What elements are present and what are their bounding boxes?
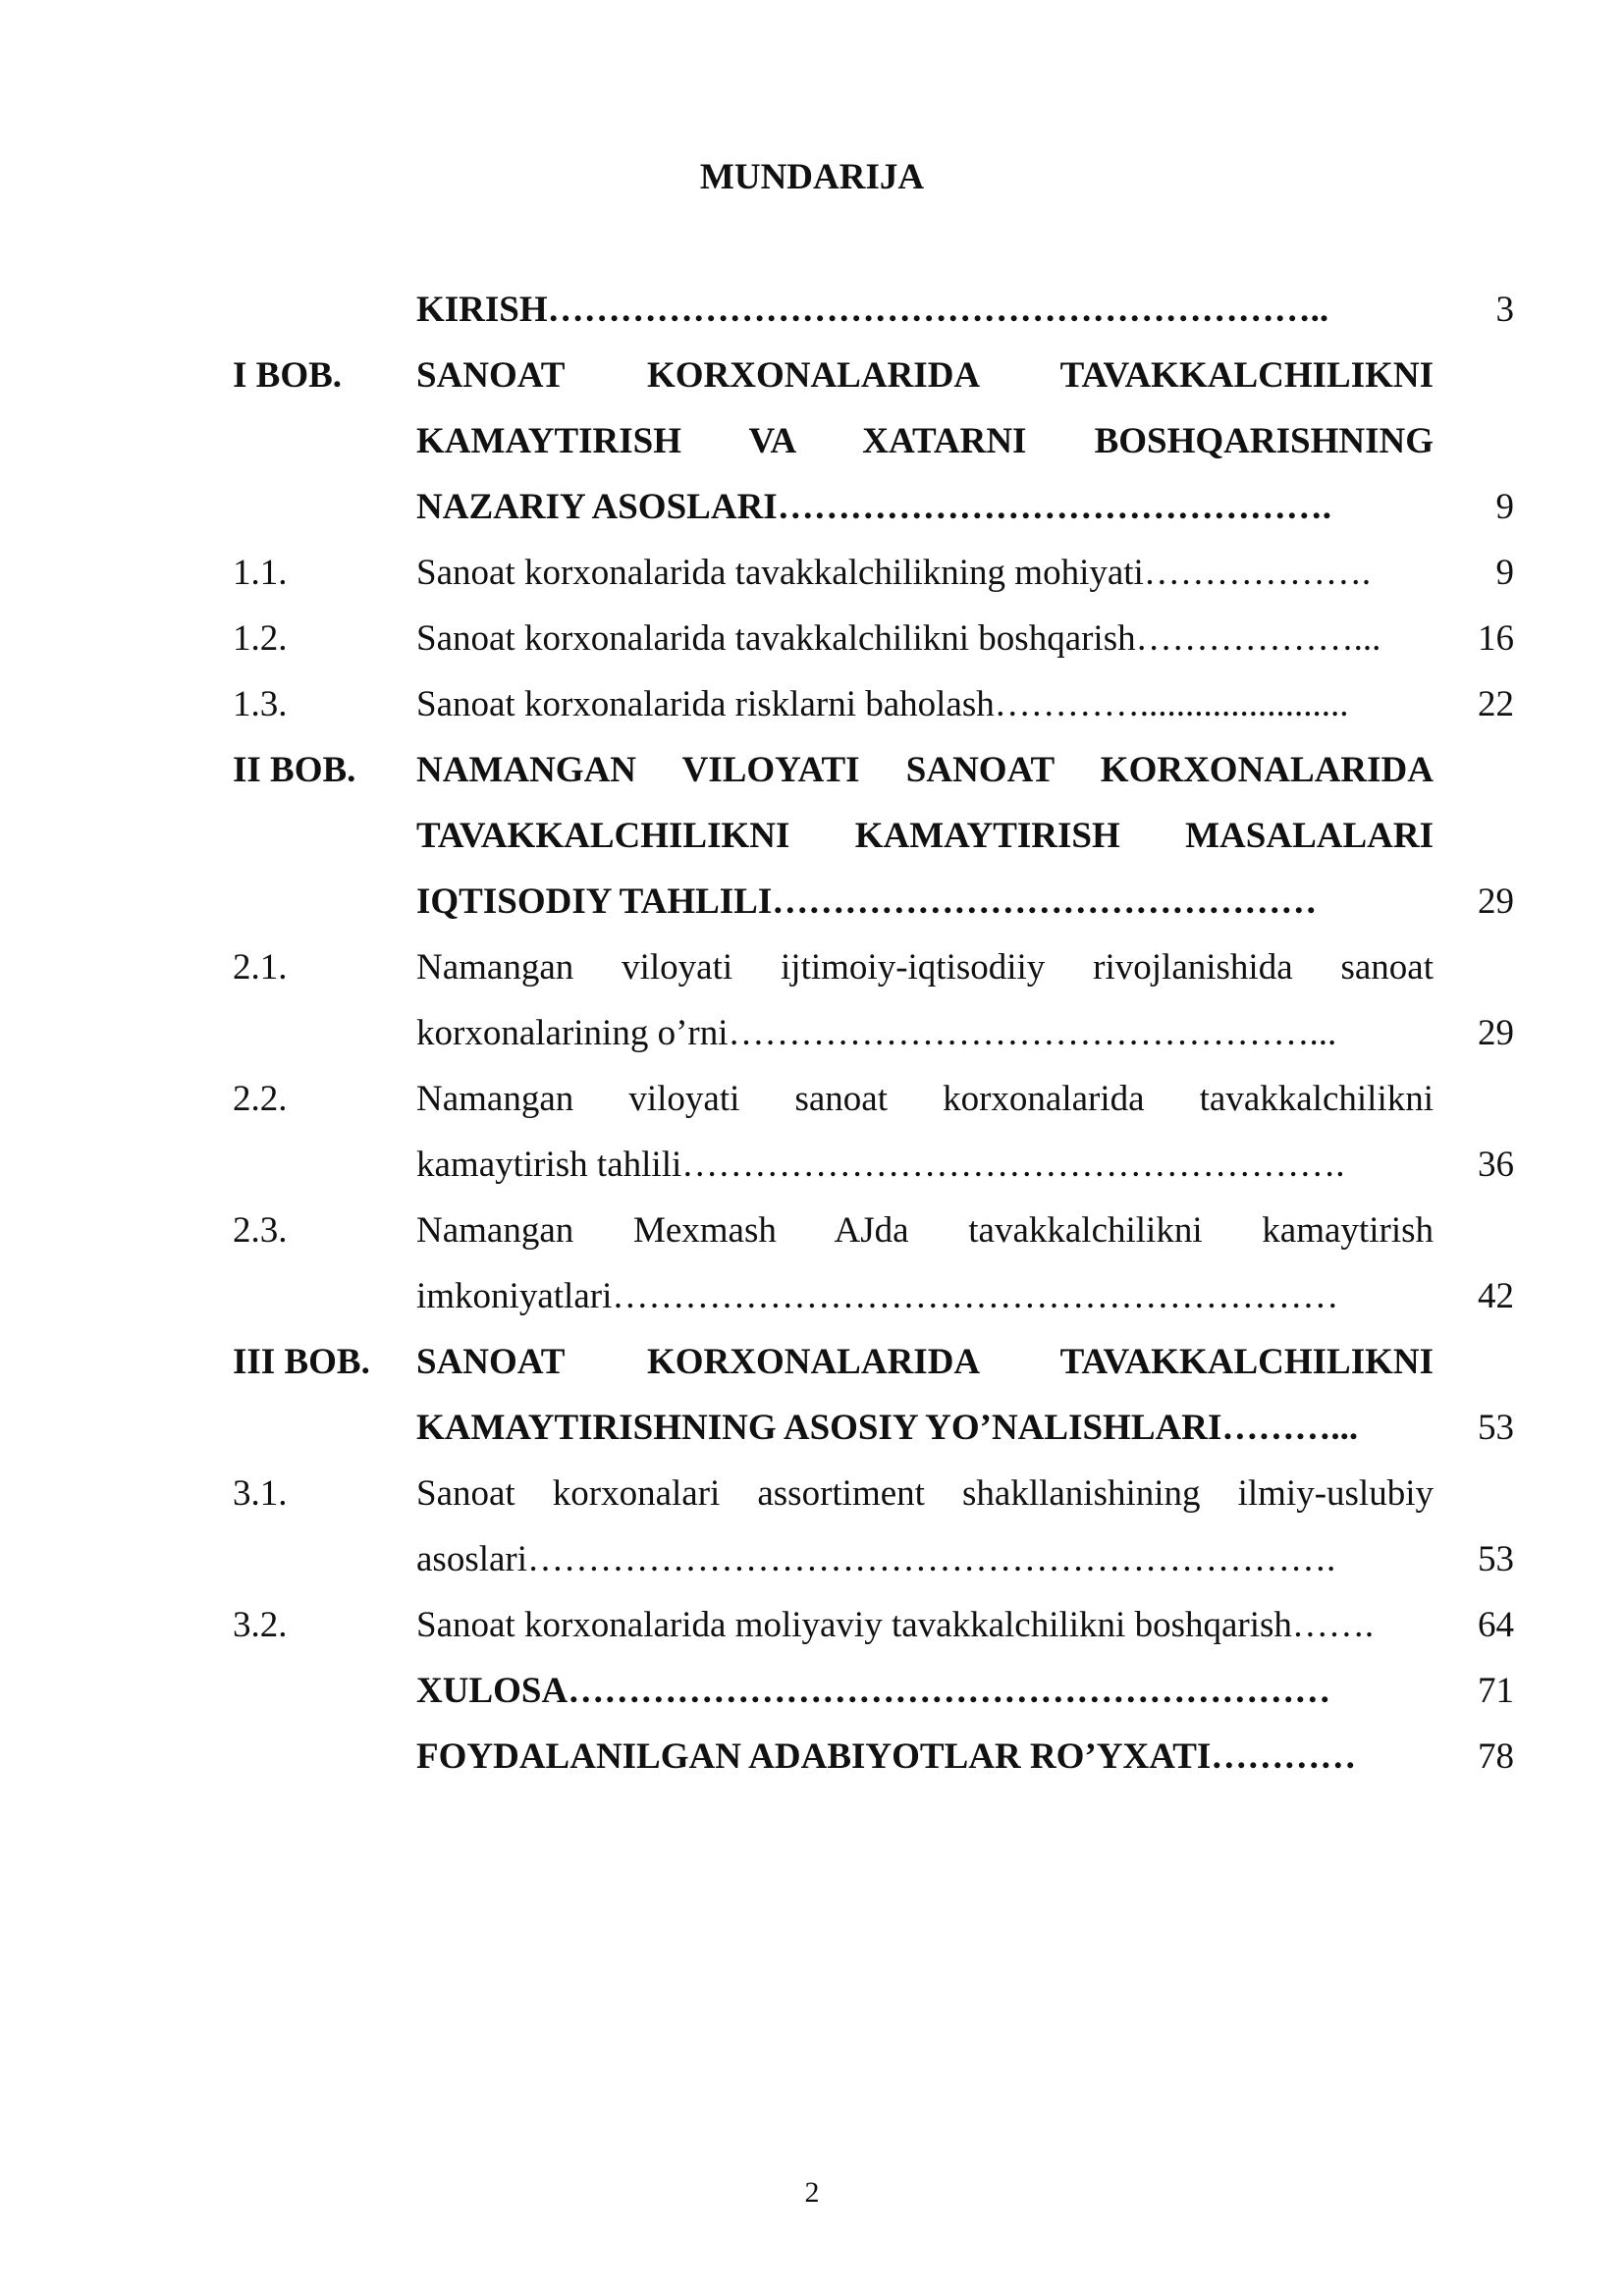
toc-entry-1-2: Sanoat korxonalarida tavakkalchilikni boshqarish………………... [416,618,1381,659]
toc-label-2-1: 2.1. [233,947,288,988]
toc-page-3-1: 53 [1478,1539,1514,1579]
toc-page-3-2: 64 [1478,1605,1514,1645]
toc-entry-bob1-line3: NAZARIY ASOSLARI………………………………………. [416,487,1331,527]
toc-label-1-2: 1.2. [233,618,288,659]
toc-entry-bob1-line2: KAMAYTIRISH VA XATARNI BOSHQARISHNING [416,421,1434,461]
toc-page-1-2: 16 [1478,618,1514,659]
toc-entry-bob3-line2: KAMAYTIRISHNING ASOSIY YO’NALISHLARI………... [416,1408,1359,1448]
toc-entry-bob2-line2: TAVAKKALCHILIKNI KAMAYTIRISH MASALALARI [416,816,1434,856]
toc-page-1-3: 22 [1478,684,1514,724]
toc-entry-2-1-line2: korxonalarining o’rni…………………………………………... [416,1013,1337,1053]
toc-page-2-2: 36 [1478,1145,1514,1185]
toc-label-3-1: 3.1. [233,1473,288,1514]
toc-entry-3-2: Sanoat korxonalarida moliyaviy tavakkalchilikni boshqarish……. [416,1605,1375,1645]
toc-entry-1-3: Sanoat korxonalarida risklarni baholash…………....................... [416,684,1349,724]
toc-page-kirish: 3 [1495,290,1514,330]
toc-page-xulosa: 71 [1478,1671,1514,1711]
toc-entry-kirish: KIRISH……………………………………………………….. [416,290,1329,330]
page-title: MUNDARIJA [699,157,925,197]
toc-label-1-3: 1.3. [233,684,288,724]
toc-page-bob1: 9 [1495,487,1514,527]
toc-entry-bob3-line1: SANOAT KORXONALARIDA TAVAKKALCHILIKNI [416,1342,1434,1382]
toc-entry-xulosa: XULOSA……………………………………………………… [416,1671,1331,1711]
toc-entry-adabiyotlar: FOYDALANILGAN ADABIYOTLAR RO’YXATI………… [416,1736,1357,1777]
toc-label-1-1: 1.1. [233,553,288,593]
toc-entry-2-3-line1: Namangan Mexmash AJda tavakkalchilikni kamaytirish [416,1210,1434,1251]
toc-entry-1-1: Sanoat korxonalarida tavakkalchilikning mohiyati………………. [416,553,1372,593]
toc-entry-2-1-line1: Namangan viloyati ijtimoiy-iqtisodiiy rivojlanishida sanoat [416,947,1434,988]
toc-entry-3-1-line1: Sanoat korxonalari assortiment shakllanishining ilmiy-uslubiy [416,1473,1434,1514]
toc-label-2-3: 2.3. [233,1210,288,1251]
toc-label-bob1: I BOB. [233,355,343,396]
toc-page-2-3: 42 [1478,1276,1514,1316]
page-number: 2 [804,2176,820,2209]
toc-entry-2-2-line2: kamaytirish tahlili………………………………………………. [416,1145,1345,1185]
toc-page-bob2: 29 [1478,881,1514,922]
toc-entry-bob2-line1: NAMANGAN VILOYATI SANOAT KORXONALARIDA [416,750,1434,790]
toc-label-bob2: II BOB. [233,750,356,790]
toc-entry-bob1-line1: SANOAT KORXONALARIDA TAVAKKALCHILIKNI [416,355,1434,396]
toc-label-bob3: III BOB. [233,1342,370,1382]
toc-page-2-1: 29 [1478,1013,1514,1053]
toc-entry-2-3-line2: imkoniyatlari…………………………………………………… [416,1276,1339,1316]
toc-entry-2-2-line1: Namangan viloyati sanoat korxonalarida tavakkalchilikni [416,1079,1434,1119]
toc-label-2-2: 2.2. [233,1079,288,1119]
toc-entry-3-1-line2: asoslari…………………………………………………………. [416,1539,1336,1579]
toc-page-adabiyotlar: 78 [1478,1736,1514,1777]
toc-entry-bob2-line3: IQTISODIY TAHLILI……………………………………… [416,881,1318,922]
toc-page-1-1: 9 [1495,553,1514,593]
toc-page-bob3: 53 [1478,1408,1514,1448]
toc-label-3-2: 3.2. [233,1605,288,1645]
